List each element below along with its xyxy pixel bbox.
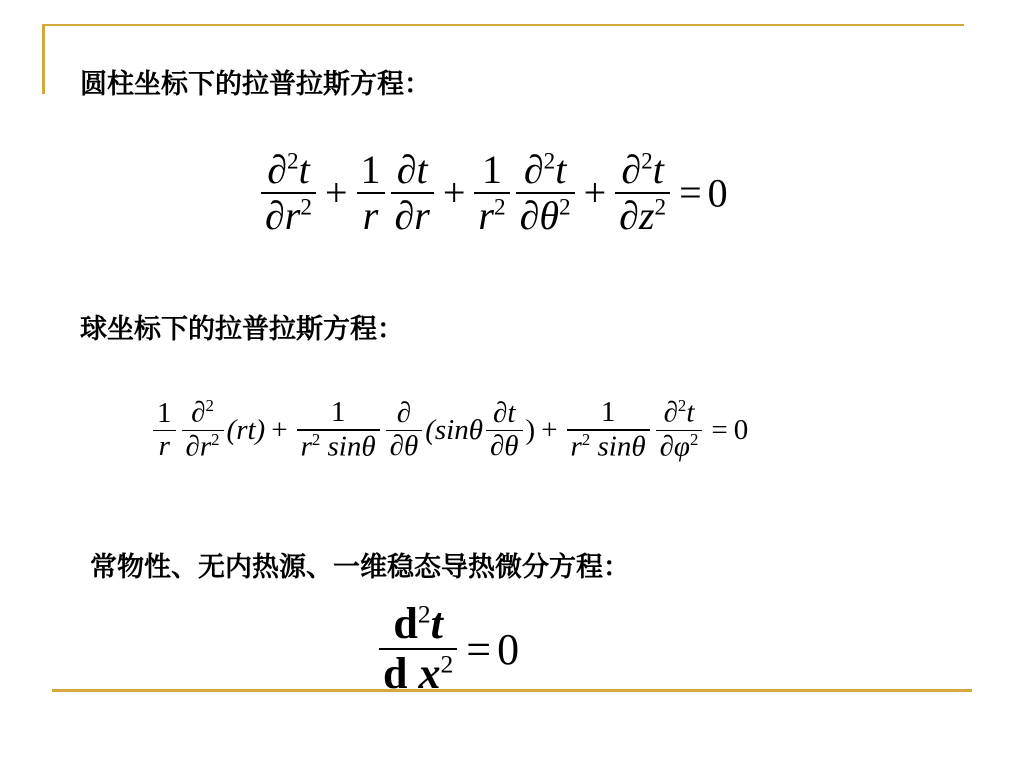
eq1-equals: = [679, 170, 702, 216]
decorative-vertical-rule [42, 24, 45, 94]
eq2-rhs: 0 [733, 413, 749, 446]
eq2-close-paren: ) [525, 413, 536, 446]
eq1-term-d2t-dtheta2: $\frac{\partial^2t}{\partial\theta^2}$ [516, 148, 575, 238]
eq1-plus-2: + [442, 170, 466, 216]
equation-spherical-laplace [150, 397, 748, 464]
eq2-term-d2-dr2: $\frac{\partial^2}{\partial r^2}$ [182, 397, 224, 464]
eq1-plus-1: + [324, 170, 348, 216]
eq2-plus-1: + [271, 413, 288, 446]
heading-cylindrical-laplace: 圆柱坐标下的拉普拉斯方程： [80, 69, 431, 100]
eq3-term-d2t-dx2: $\frac{d^2t}{d x^2}$ [379, 600, 457, 699]
eq2-term-dt-dtheta: $\frac{\partial t}{\partial\theta}$ [486, 398, 523, 463]
eq2-equals: = [711, 413, 728, 446]
equation-cylindrical-laplace [258, 148, 728, 238]
eq1-rhs: 0 [707, 170, 728, 216]
eq2-term-1-over-r: $\frac{1}{r}$ [153, 398, 176, 463]
eq2-plus-2: + [541, 413, 558, 446]
eq2-rt-argument: (rt) [226, 413, 266, 446]
equation-one-dimensional-conduction [376, 600, 519, 699]
eq1-plus-3: + [583, 170, 607, 216]
eq2-sin-open: (sinθ [425, 413, 483, 446]
eq2-term-1-over-r2-sin: $\frac{1}{r^2 \sin\theta}$ [297, 397, 380, 463]
eq1-term-d2t-dz2: $\frac{\partial^2t}{\partial z^2}$ [615, 148, 670, 238]
eq1-term-1-over-r: $\frac{1}{r}$ [357, 148, 385, 238]
eq2-term-d2t-dphi2: $\frac{\partial^2t}{\partial\varphi^2}$ [656, 397, 703, 464]
eq1-term-d2t-dr2: $\frac{\partial^2t}{\partial r^2}$ [261, 148, 316, 238]
eq2-term-1-over-r2-sin-2: $\frac{1}{r^2 \sin\theta}$ [567, 397, 650, 463]
heading-one-dimensional-conduction: 常物性、无内热源、一维稳态导热微分方程： [90, 552, 630, 583]
heading-spherical-laplace: 球坐标下的拉普拉斯方程： [80, 314, 404, 345]
eq1-term-dt-dr: $\frac{\partial t}{\partial r}$ [391, 148, 434, 238]
eq1-term-1-over-r2: $\frac{1}{r^2}$ [474, 148, 509, 238]
eq2-term-d-dtheta: $\frac{\partial}{\partial\theta}$ [386, 398, 423, 463]
eq3-equals: = [466, 624, 492, 674]
eq3-rhs: 0 [497, 624, 520, 674]
decorative-top-rule [42, 24, 964, 26]
